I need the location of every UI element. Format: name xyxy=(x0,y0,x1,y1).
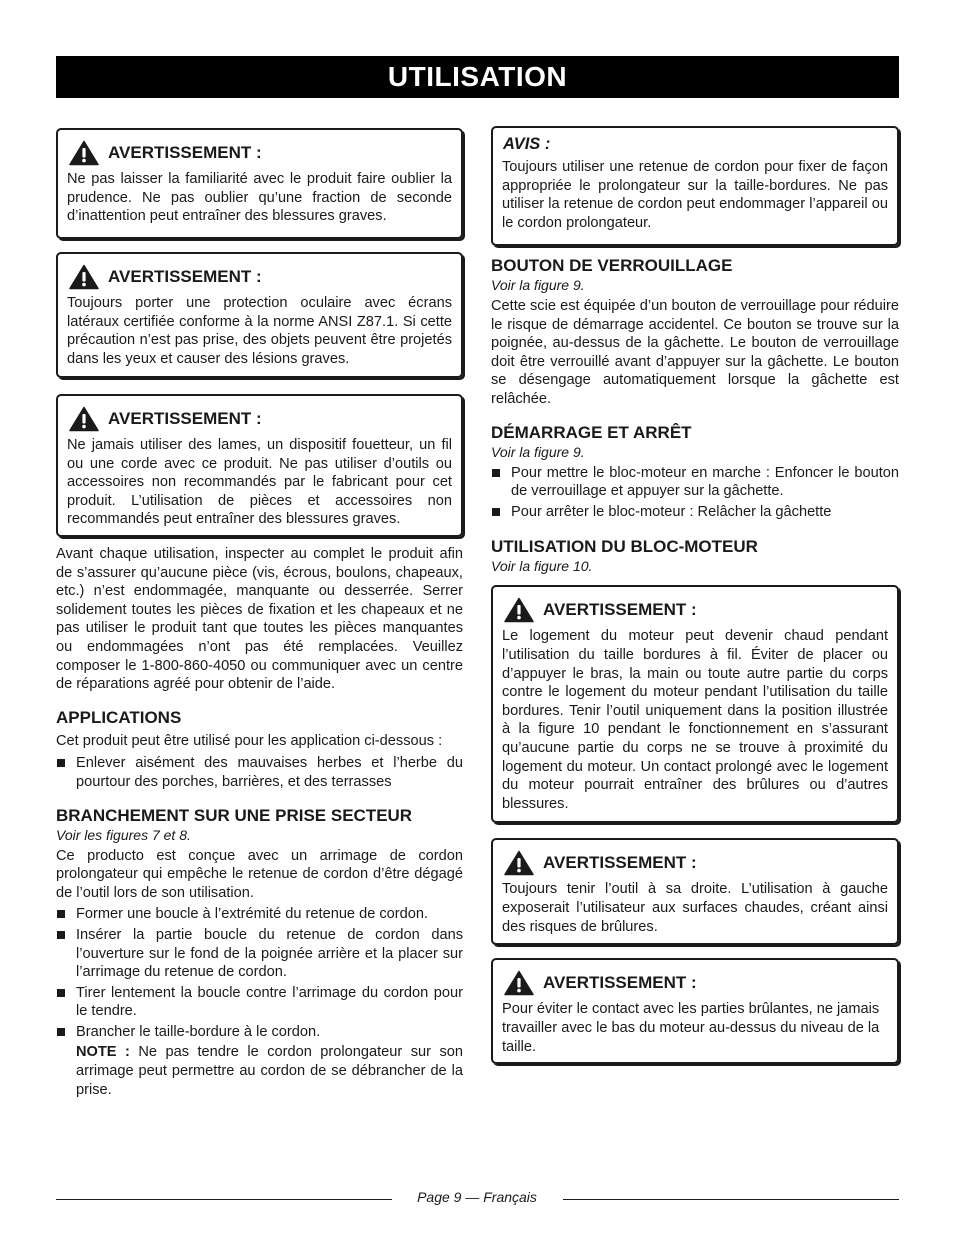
note xyxy=(56,1043,463,1099)
warning-heading xyxy=(504,597,888,623)
warning-box xyxy=(491,958,899,1064)
page-title: UTILISATION xyxy=(56,56,899,98)
warning-text: Pour éviter le contact avec les parties brûlantes, ne jamais travailler avec le bas du moteur au-dessus du niveau de la taille. xyxy=(502,1001,880,1055)
notice-text: Toujours utiliser une retenue de cordon pour fixer de façon appropriée le prolongateur sur la taille-bordures. Ne pas utiliser la retenue de cordon peut endommager l’appareil ou le cordon prolongateur. xyxy=(502,159,888,231)
notice-box xyxy=(491,126,899,246)
figure-reference: Voir la figure 9. xyxy=(491,443,585,460)
list-item: Pour arrêter le bloc-moteur : Relâcher la gâchette xyxy=(491,503,899,522)
note-text: Ne pas tendre le cordon prolongateur sur son arrimage peut permettre au cordon de se débrancher de la prise. xyxy=(76,1044,463,1098)
list-item: Enlever aisément des mauvaises herbes et l’herbe du pourtour des porches, barrières, et des terrasses xyxy=(56,754,463,791)
figure-reference: Voir la figure 10. xyxy=(491,558,593,575)
warning-label: AVERTISSEMENT : xyxy=(543,973,697,993)
bouton-text: Cette scie est équipée d’un bouton de verrouillage pour réduire le risque de démarrage accidentel. Ce bouton se trouve sur la poignée, au-dessus de la gâchette. Le bouton de verrouillage doit être verrouillé avant d’appuyer sur la gâchette. Le bouton se désengage automatiquement lorsque la gâchette est relâchée. xyxy=(491,298,899,407)
page-number: Page 9 — Français xyxy=(417,1189,537,1205)
warning-label: AVERTISSEMENT : xyxy=(108,409,262,428)
footer-rule-right xyxy=(563,1199,899,1200)
list-item: Insérer la partie boucle du retenue de cordon dans l’ouverture sur le fond de la poignée arrière et la placer sur l’arrimage du retenue de cordon. xyxy=(56,926,463,982)
warning-box xyxy=(491,838,899,945)
list-item: Brancher le taille-bordure à le cordon. xyxy=(56,1023,463,1042)
applications-text: Cet produit peut être utilisé pour les application ci-dessous : xyxy=(56,732,443,749)
warning-box xyxy=(56,128,463,239)
warning-heading xyxy=(504,970,888,996)
warning-heading xyxy=(69,406,452,432)
warning-box xyxy=(56,394,463,537)
footer-rule-left xyxy=(56,1199,392,1200)
left-column xyxy=(56,128,463,1099)
list-item: Tirer lentement la boucle contre l’arrimage du cordon pour le tendre. xyxy=(56,984,463,1021)
warning-label: AVERTISSEMENT : xyxy=(543,853,697,873)
warning-triangle-icon xyxy=(69,140,99,166)
warning-triangle-icon xyxy=(504,970,534,996)
warning-heading xyxy=(69,140,452,166)
list-item: Former une boucle à l’extrémité du retenue de cordon. xyxy=(56,905,463,924)
section-heading-applications: APPLICATIONS xyxy=(56,707,182,727)
warning-label: AVERTISSEMENT : xyxy=(108,267,262,286)
warning-triangle-icon xyxy=(504,850,534,876)
warning-box xyxy=(56,252,463,378)
branchement-text: Ce producto est conçue avec un arrimage de cordon prolongateur qui empêche le retenue de cordon d’être dégagé de l’outil lors de son utilisation. xyxy=(56,847,463,901)
section-heading-branchement: BRANCHEMENT SUR UNE PRISE SECTEUR xyxy=(56,805,413,825)
intro-paragraph: Avant chaque utilisation, inspecter au complet le produit afin de s’assurer qu’aucune pièce (vis, écrous, boulons, chapeaux, etc.) n’est endommagée, manquante ou desserrée. Serrer solidement toutes les pièces de fixation et les chapeaux et ne pas utiliser le produit tant que toutes les pièces manquantes ou endommagées n’ont pas été remplacées. Veuillez composer le 1-800-860-4050 ou communiquer avec un centre de réparations agréé pour obtenir de l’aide. xyxy=(56,546,463,693)
right-column xyxy=(491,126,899,1064)
warning-heading xyxy=(504,850,888,876)
warning-text: Toujours tenir l’outil à sa droite. L’utilisation à gauche exposerait l’utilisateur aux surfaces chaudes, créant ainsi des risques de brûlures. xyxy=(502,881,888,935)
note-label: NOTE : xyxy=(76,1044,130,1061)
figure-reference: Voir la figure 9. xyxy=(491,277,585,293)
warning-text: Le logement du moteur peut devenir chaud pendant l’utilisation du taille bordures à fil. Éviter de placer ou d’appuyer le bras, la main ou toute autre partie du corps contre le logement du moteur pendant l’utilisation du taille bordures. Tenir l’outil uniquement dans la position illustrée à la figure 10 pendant le fonctionnement en s’assurant qu’aucune partie du corps ne se trouve à proximité du logement du moteur. Un contact prolongé avec le logement du moteur pourrait entraîner des brûlures ou d’autres blessures. xyxy=(502,628,888,812)
warning-label: AVERTISSEMENT : xyxy=(543,600,697,620)
warning-triangle-icon xyxy=(69,406,99,432)
warning-label: AVERTISSEMENT : xyxy=(108,143,262,162)
warning-text: Ne pas laisser la familiarité avec le produit faire oublier la prudence. Ne pas oublier qu’une fraction de seconde d’inattention peut entraîner des blessures graves. xyxy=(67,171,452,225)
notice-label: AVIS : xyxy=(503,135,551,153)
warning-box xyxy=(491,585,899,823)
figure-reference: Voir les figures 7 et 8. xyxy=(56,826,191,843)
section-heading-utilisation: UTILISATION DU BLOC-MOTEUR xyxy=(491,537,758,557)
list-item: Pour mettre le bloc-moteur en marche : Enfoncer le bouton de verrouillage et appuyer sur la gâchette. xyxy=(491,464,899,501)
section-heading-demarrage: DÉMARRAGE ET ARRÊT xyxy=(491,422,692,442)
warning-heading xyxy=(69,264,452,290)
warning-triangle-icon xyxy=(69,264,99,290)
section-heading-bouton: BOUTON DE VERROUILLAGE xyxy=(491,256,733,275)
demarrage-list xyxy=(491,464,899,522)
branchement-list xyxy=(56,905,463,1041)
applications-list xyxy=(56,754,463,791)
warning-text: Toujours porter une protection oculaire avec écrans latéraux certifiée conforme à la norme ANSI Z87.1. Si cette précaution n’est pas prise, des objets peuvent être projetés dans les yeux et causer des lésions graves. xyxy=(67,295,452,367)
warning-text: Ne jamais utiliser des lames, un dispositif fouetteur, un fil ou une corde avec ce produit. Ne pas utiliser d’outils ou accessoires non recommandés par le fabricant pour cet produit. L’utilisation de pièces et accessoires non recommandés peut entraîner des blessures graves. xyxy=(67,437,452,528)
warning-triangle-icon xyxy=(504,597,534,623)
